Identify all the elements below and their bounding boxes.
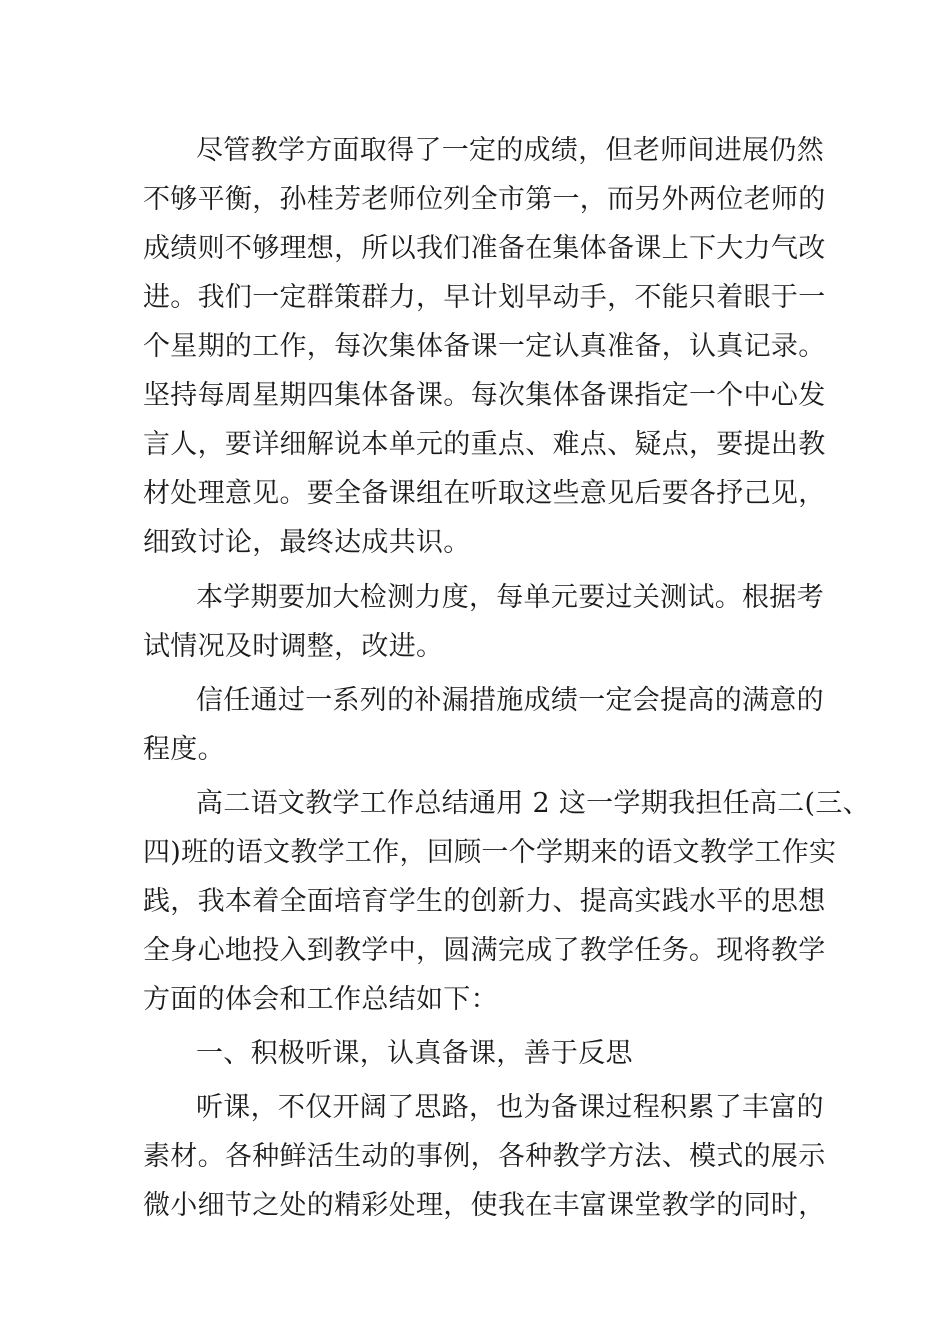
text-line: 四)班的语文教学工作，回顾一个学期来的语文教学工作实 xyxy=(143,837,837,868)
text-line: 进。我们一定群策群力，早计划早动手，不能只着眼于一 xyxy=(143,282,826,313)
text-line: 本学期要加大检测力度，每单元要过关测试。根据考 xyxy=(196,582,824,613)
text-line: 个星期的工作，每次集体备课一定认真准备，认真记录。 xyxy=(143,331,826,362)
text-line: 材处理意见。要全备课组在听取这些意见后要各抒己见， xyxy=(143,478,826,509)
text-line: 微小细节之处的精彩处理，使我在丰富课堂教学的同时， xyxy=(143,1190,826,1221)
text-line: 尽管教学方面取得了一定的成绩，但老师间进展仍然 xyxy=(196,135,824,166)
text-line: 坚持每周星期四集体备课。每次集体备课指定一个中心发 xyxy=(143,380,826,411)
text-line: 不够平衡，孙桂芳老师位列全市第一，而另外两位老师的 xyxy=(143,184,826,215)
text-line: 素材。各种鲜活生动的事例，各种教学方法、模式的展示 xyxy=(143,1141,826,1172)
text-line: 成绩则不够理想，所以我们准备在集体备课上下大力气改 xyxy=(143,233,826,264)
text-line: 言人，要详细解说本单元的重点、难点、疑点，要提出教 xyxy=(143,429,826,460)
text-line: 全身心地投入到教学中，圆满完成了教学任务。现将教学 xyxy=(143,935,826,966)
text-line: 听课，不仅开阔了思路，也为备课过程积累了丰富的 xyxy=(196,1092,824,1123)
text-line: 细致讨论，最终达成共识。 xyxy=(143,527,471,558)
text-line: 高二语文教学工作总结通用 2 这一学期我担任高二(三、 xyxy=(196,788,870,819)
text-line: 程度。 xyxy=(143,734,225,765)
section-heading: 一、积极听课，认真备课，善于反思 xyxy=(196,1038,633,1069)
text-line: 信任通过一系列的补漏措施成绩一定会提高的满意的 xyxy=(196,685,824,716)
text-line: 试情况及时调整，改进。 xyxy=(143,631,444,662)
text-line: 方面的体会和工作总结如下： xyxy=(143,984,498,1015)
text-line: 践，我本着全面培育学生的创新力、提高实践水平的思想 xyxy=(143,886,826,917)
